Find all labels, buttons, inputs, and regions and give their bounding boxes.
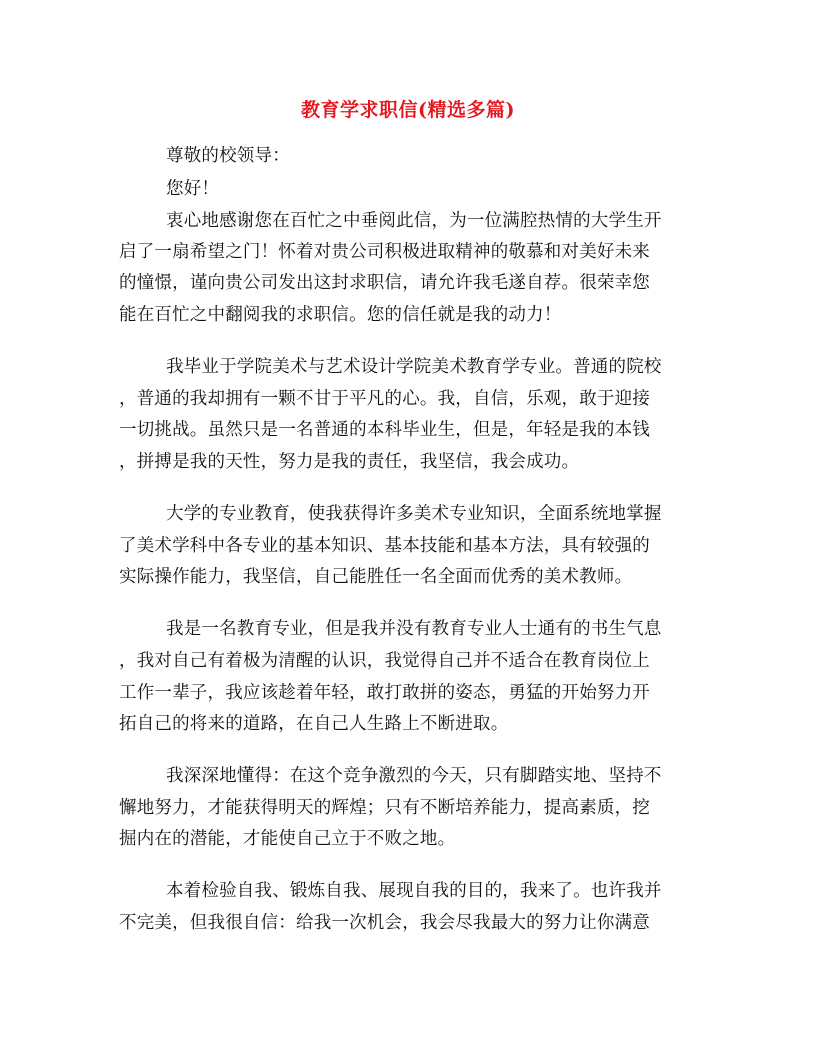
paragraph-line: ，拼搏是我的天性，努力是我的责任，我坚信，我会成功。 (119, 452, 580, 472)
letter-title: 教育学求职信(精选多篇) (301, 99, 515, 121)
greeting-line: 尊敬的校领导： (166, 146, 290, 166)
paragraph-line: 工作一辈子，我应该趁着年轻，敢打敢拼的姿态，勇猛的开始努力开 (119, 683, 650, 703)
paragraph-line: 了美术学科中各专业的基本知识、基本技能和基本方法，具有较强的 (119, 536, 650, 556)
paragraph-line: 我深深地懂得：在这个竞争激烈的今天，只有脚踏实地、坚持不 (166, 766, 662, 786)
paragraph-line: 我是一名教育专业，但是我并没有教育专业人士通有的书生气息 (166, 619, 662, 639)
paragraph-line: 实际操作能力，我坚信，自己能胜任一名全面而优秀的美术教师。 (119, 567, 633, 587)
paragraph-line: 本着检验自我、锻炼自我、展现自我的目的，我来了。也许我并 (166, 881, 662, 901)
paragraph-line: 大学的专业教育，使我获得许多美术专业知识，全面系统地掌握 (166, 504, 662, 524)
paragraph-line: ，我对自己有着极为清醒的认识，我觉得自己并不适合在教育岗位上 (119, 651, 650, 671)
paragraph-line: 衷心地感谢您在百忙之中垂阅此信，为一位满腔热情的大学生开 (166, 211, 662, 231)
paragraph-line: 不完美，但我很自信：给我一次机会，我会尽我最大的努力让你满意 (119, 913, 650, 933)
hello-line: 您好！ (166, 179, 220, 199)
paragraph-line: 启了一扇希望之门！怀着对贵公司积极进取精神的敬慕和对美好未来 (119, 242, 650, 262)
paragraph-line: 我毕业于学院美术与艺术设计学院美术教育学专业。普通的院校 (166, 357, 662, 377)
paragraph-line: ，普通的我却拥有一颗不甘于平凡的心。我，自信，乐观，敢于迎接 (119, 389, 650, 409)
paragraph-line: 掘内在的潜能，才能使自己立于不败之地。 (119, 829, 456, 849)
paragraph-line: 拓自己的将来的道路，在自己人生路上不断进取。 (119, 714, 509, 734)
paragraph-line: 一切挑战。虽然只是一名普通的本科毕业生，但是，年轻是我的本钱 (119, 420, 650, 440)
paragraph-line: 的憧憬，谨向贵公司发出这封求职信，请允许我毛遂自荐。很荣幸您 (119, 273, 650, 293)
paragraph-line: 懈地努力，才能获得明天的辉煌；只有不断培养能力，提高素质，挖 (119, 798, 650, 818)
paragraph-line: 能在百忙之中翻阅我的求职信。您的信任就是我的动力！ (119, 305, 562, 325)
